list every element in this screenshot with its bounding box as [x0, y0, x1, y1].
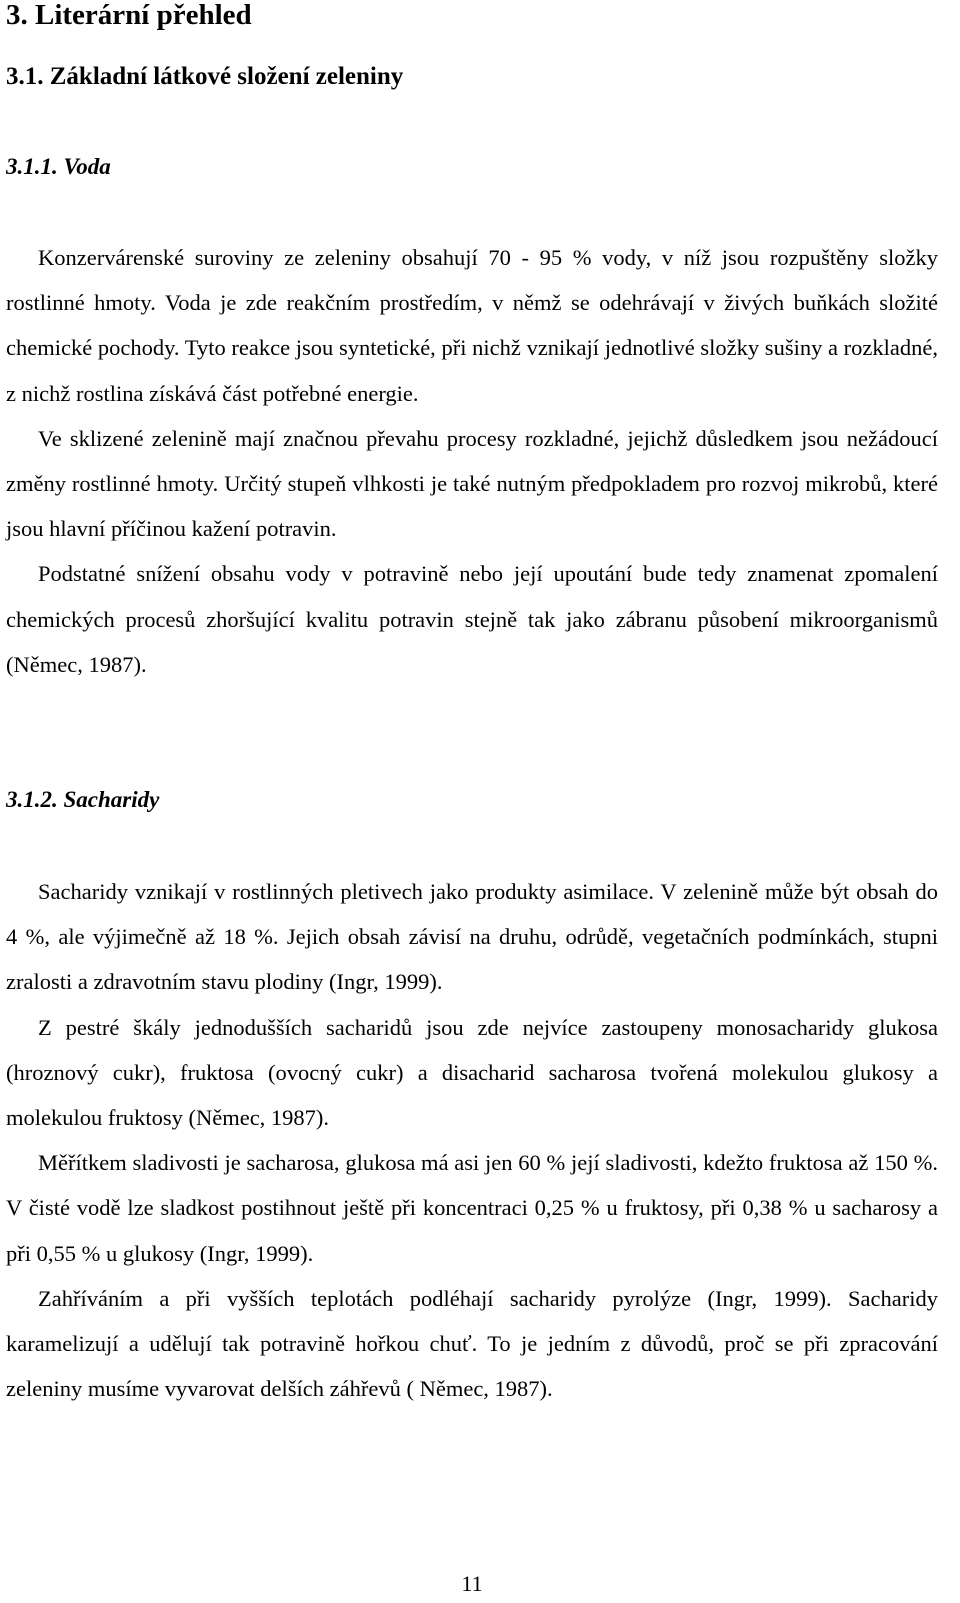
paragraph: Zahříváním a při vyšších teplotách podléhají sacharidy pyrolýze (Ingr, 1999). Sacharidy karamelizují a udělují tak potravině hořkou chuť. To je jedním z důvodů, proč se při zpracování zeleniny musíme vyvarovat delších záhřevů ( Němec, 1987).	[6, 1285, 938, 1402]
paragraph: Z pestré škály jednodušších sacharidů jsou zde nejvíce zastoupeny monosacharidy glukosa (hroznový cukr), fruktosa (ovocný cukr) a disacharid sacharosa tvořená molekulou glukosy a molekulou fruktosy (Němec, 1987).	[6, 1014, 938, 1131]
subsection-body-sacharidy	[6, 869, 938, 1411]
chapter-title: 3. Literární přehled	[6, 0, 252, 31]
subsection-title-voda: 3.1.1. Voda	[6, 154, 111, 179]
page-number: 11	[461, 1571, 483, 1596]
paragraph: Konzervárenské suroviny ze zeleniny obsahují 70 - 95 % vody, v níž jsou rozpuštěny složky rostlinné hmoty. Voda je zde reakčním prostředím, v němž se odehrávají v živých buňkách složité chemické pochody. Tyto reakce jsou syntetické, při nichž vznikají jednotlivé složky sušiny a rozkladné, z nichž rostlina získává část potřebné energie.	[6, 245, 938, 406]
paragraph: Ve sklizené zelenině mají značnou převahu procesy rozkladné, jejichž důsledkem jsou nežádoucí změny rostlinné hmoty. Určitý stupeň vlhkosti je také nutným předpokladem pro rozvoj mikrobů, které jsou hlavní příčinou kažení potravin.	[6, 425, 938, 542]
subsection-body-voda	[6, 235, 938, 687]
subsection-title-sacharidy: 3.1.2. Sacharidy	[6, 787, 160, 812]
paragraph: Sacharidy vznikají v rostlinných pletivech jako produkty asimilace. V zelenině může být obsah do 4 %, ale výjimečně až 18 %. Jejich obsah závisí na druhu, odrůdě, vegetačních podmínkách, stupni zralosti a zdravotním stavu plodiny (Ingr, 1999).	[6, 879, 938, 995]
paragraph: Podstatné snížení obsahu vody v potravině nebo její upoutání bude tedy znamenat zpomalení chemických procesů zhoršující kvalitu potravin stejně tak jako zábranu působení mikroorganismů (Němec, 1987).	[6, 561, 938, 677]
paragraph: Měřítkem sladivosti je sacharosa, glukosa má asi jen 60 % její sladivosti, kdežto fruktosa až 150 %. V čisté vodě lze sladkost postihnout ještě při koncentraci 0,25 % u fruktosy, při 0,38 % u sacharosy a při 0,55 % u glukosy (Ingr, 1999).	[6, 1150, 938, 1266]
section-title: 3.1. Základní látkové složení zeleniny	[6, 63, 404, 90]
